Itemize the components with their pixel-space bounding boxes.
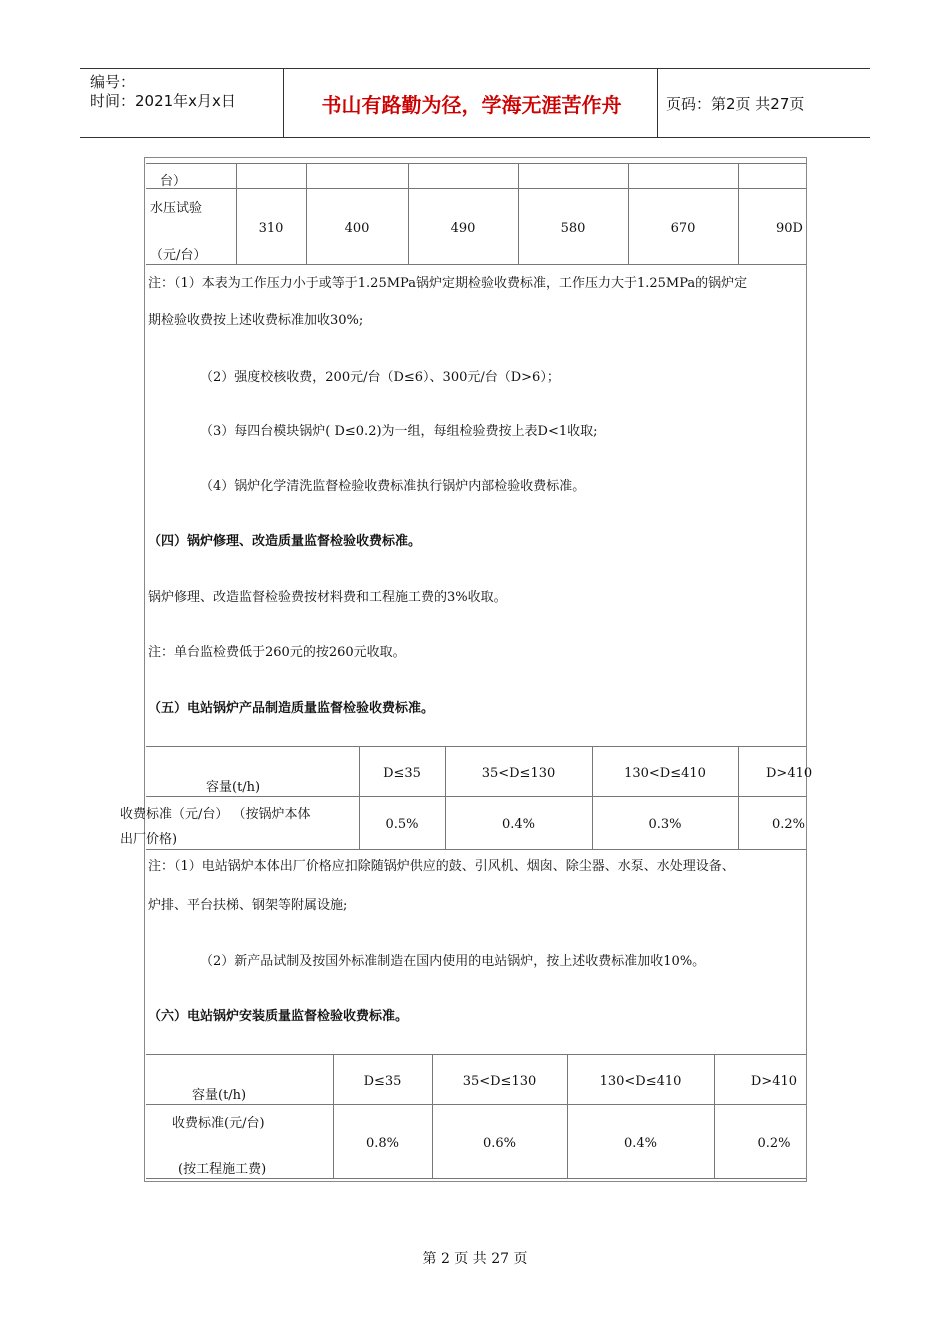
table-rule <box>628 163 629 264</box>
note-item: （2）强度校核收费，200元/台（D≤6）、300元/台（D>6）； <box>200 370 560 385</box>
row-label-tail: 台） <box>160 174 187 189</box>
note-line: 炉排、平台扶梯、钢架等附属设施; <box>148 898 348 913</box>
capacity-header: 容量(t/h) <box>206 780 261 795</box>
note-item: （4）锅炉化学清洗监督检验收费标准执行锅炉内部检验收费标准。 <box>200 479 586 494</box>
column-header: 35<D≤130 <box>481 766 556 781</box>
note-line: 注：（1）电站锅炉本体出厂价格应扣除随锅炉供应的鼓、引风机、烟囱、除尘器、水泵、水处理设备、 <box>148 859 735 874</box>
serial-label: 编号： <box>90 73 136 91</box>
column-header: D>410 <box>750 1074 798 1089</box>
table-rule <box>592 746 593 849</box>
row-label: (按工程施工费) <box>178 1162 267 1177</box>
table-cell: 580 <box>560 221 586 236</box>
column-header: D≤35 <box>363 1074 402 1089</box>
hydro-test-label: 水压试验 <box>150 201 203 216</box>
row-label: 收费标准(元/台) <box>172 1116 265 1131</box>
table-rule <box>236 163 237 264</box>
date-label: 时间：2021年x月x日 <box>90 92 236 110</box>
table-cell: 0.4% <box>623 1136 658 1151</box>
section-title: （六）电站锅炉安装质量监督检验收费标准。 <box>148 1009 409 1024</box>
table-rule <box>146 1104 806 1105</box>
row-label: 收费标准（元/台） （按锅炉本体 <box>120 807 311 822</box>
table-cell: 490 <box>450 221 476 236</box>
table-rule <box>408 163 409 264</box>
table-cell: 0.5% <box>385 817 419 832</box>
table-cell: 310 <box>258 221 284 236</box>
table-rule <box>306 163 307 264</box>
section-note: 注：单台监检费低于260元的按260元收取。 <box>148 645 406 660</box>
table-cell: 0.2% <box>772 817 806 832</box>
table-rule <box>146 163 806 164</box>
section-text: 锅炉修理、改造监督检验费按材料费和工程施工费的3%收取。 <box>148 590 507 605</box>
column-header: 35<D≤130 <box>462 1074 537 1089</box>
table-rule <box>146 264 806 265</box>
header-meta <box>90 73 236 111</box>
section-title: （五）电站锅炉产品制造质量监督检验收费标准。 <box>148 701 435 716</box>
page-footer: 第 2 页 共 27 页 <box>422 1251 528 1267</box>
table-cell: 0.3% <box>648 817 682 832</box>
note-item: （2）新产品试制及按国外标准制造在国内使用的电站锅炉，按上述收费标准加收10%。 <box>200 954 706 969</box>
column-header: 130<D≤410 <box>599 1074 682 1089</box>
table-cell: 90D <box>776 221 803 236</box>
hydro-test-unit: （元/台） <box>150 248 207 263</box>
table-rule <box>146 796 806 797</box>
capacity-header: 容量(t/h) <box>192 1088 247 1103</box>
table-rule <box>714 1054 715 1178</box>
table-rule <box>518 163 519 264</box>
table-rule <box>359 746 360 849</box>
table-rule <box>146 188 806 189</box>
header-divider <box>657 69 658 137</box>
table-rule <box>445 746 446 849</box>
note-item: （3）每四台模块锅炉( D≤0.2)为一组，每组检验费按上表D<1收取; <box>200 424 598 439</box>
table-cell: 0.8% <box>365 1136 400 1151</box>
header-page-info: 页码：第2页 共27页 <box>666 94 805 113</box>
table-cell: 0.6% <box>482 1136 517 1151</box>
column-header: D>410 <box>766 766 813 781</box>
column-header: 130<D≤410 <box>624 766 706 781</box>
column-header: D≤35 <box>383 766 421 781</box>
table-rule <box>432 1054 433 1178</box>
section-title: （四）锅炉修理、改造质量监督检验收费标准。 <box>148 534 422 549</box>
table-rule <box>146 849 806 850</box>
table-rule <box>146 1054 806 1055</box>
table-rule <box>146 1178 806 1179</box>
header-motto: 书山有路勤为径，学海无涯苦作舟 <box>321 92 622 117</box>
table-rule <box>738 746 739 849</box>
table-cell: 670 <box>670 221 696 236</box>
table-rule <box>738 163 739 264</box>
page-header <box>80 68 870 138</box>
table-rule <box>567 1054 568 1178</box>
table-cell: 0.2% <box>757 1136 791 1151</box>
note-line: 注：（1）本表为工作压力小于或等于1.25MPa锅炉定期检验收费标准，工作压力大于1.25MPa的锅炉定 <box>148 276 748 291</box>
header-divider <box>283 69 284 137</box>
row-label: 出厂价格) <box>120 832 178 847</box>
table-rule <box>333 1054 334 1178</box>
table-cell: 400 <box>344 221 370 236</box>
note-line: 期检验收费按上述收费标准加收30%; <box>148 313 364 328</box>
table-cell: 0.4% <box>501 817 536 832</box>
table-rule <box>146 746 806 747</box>
